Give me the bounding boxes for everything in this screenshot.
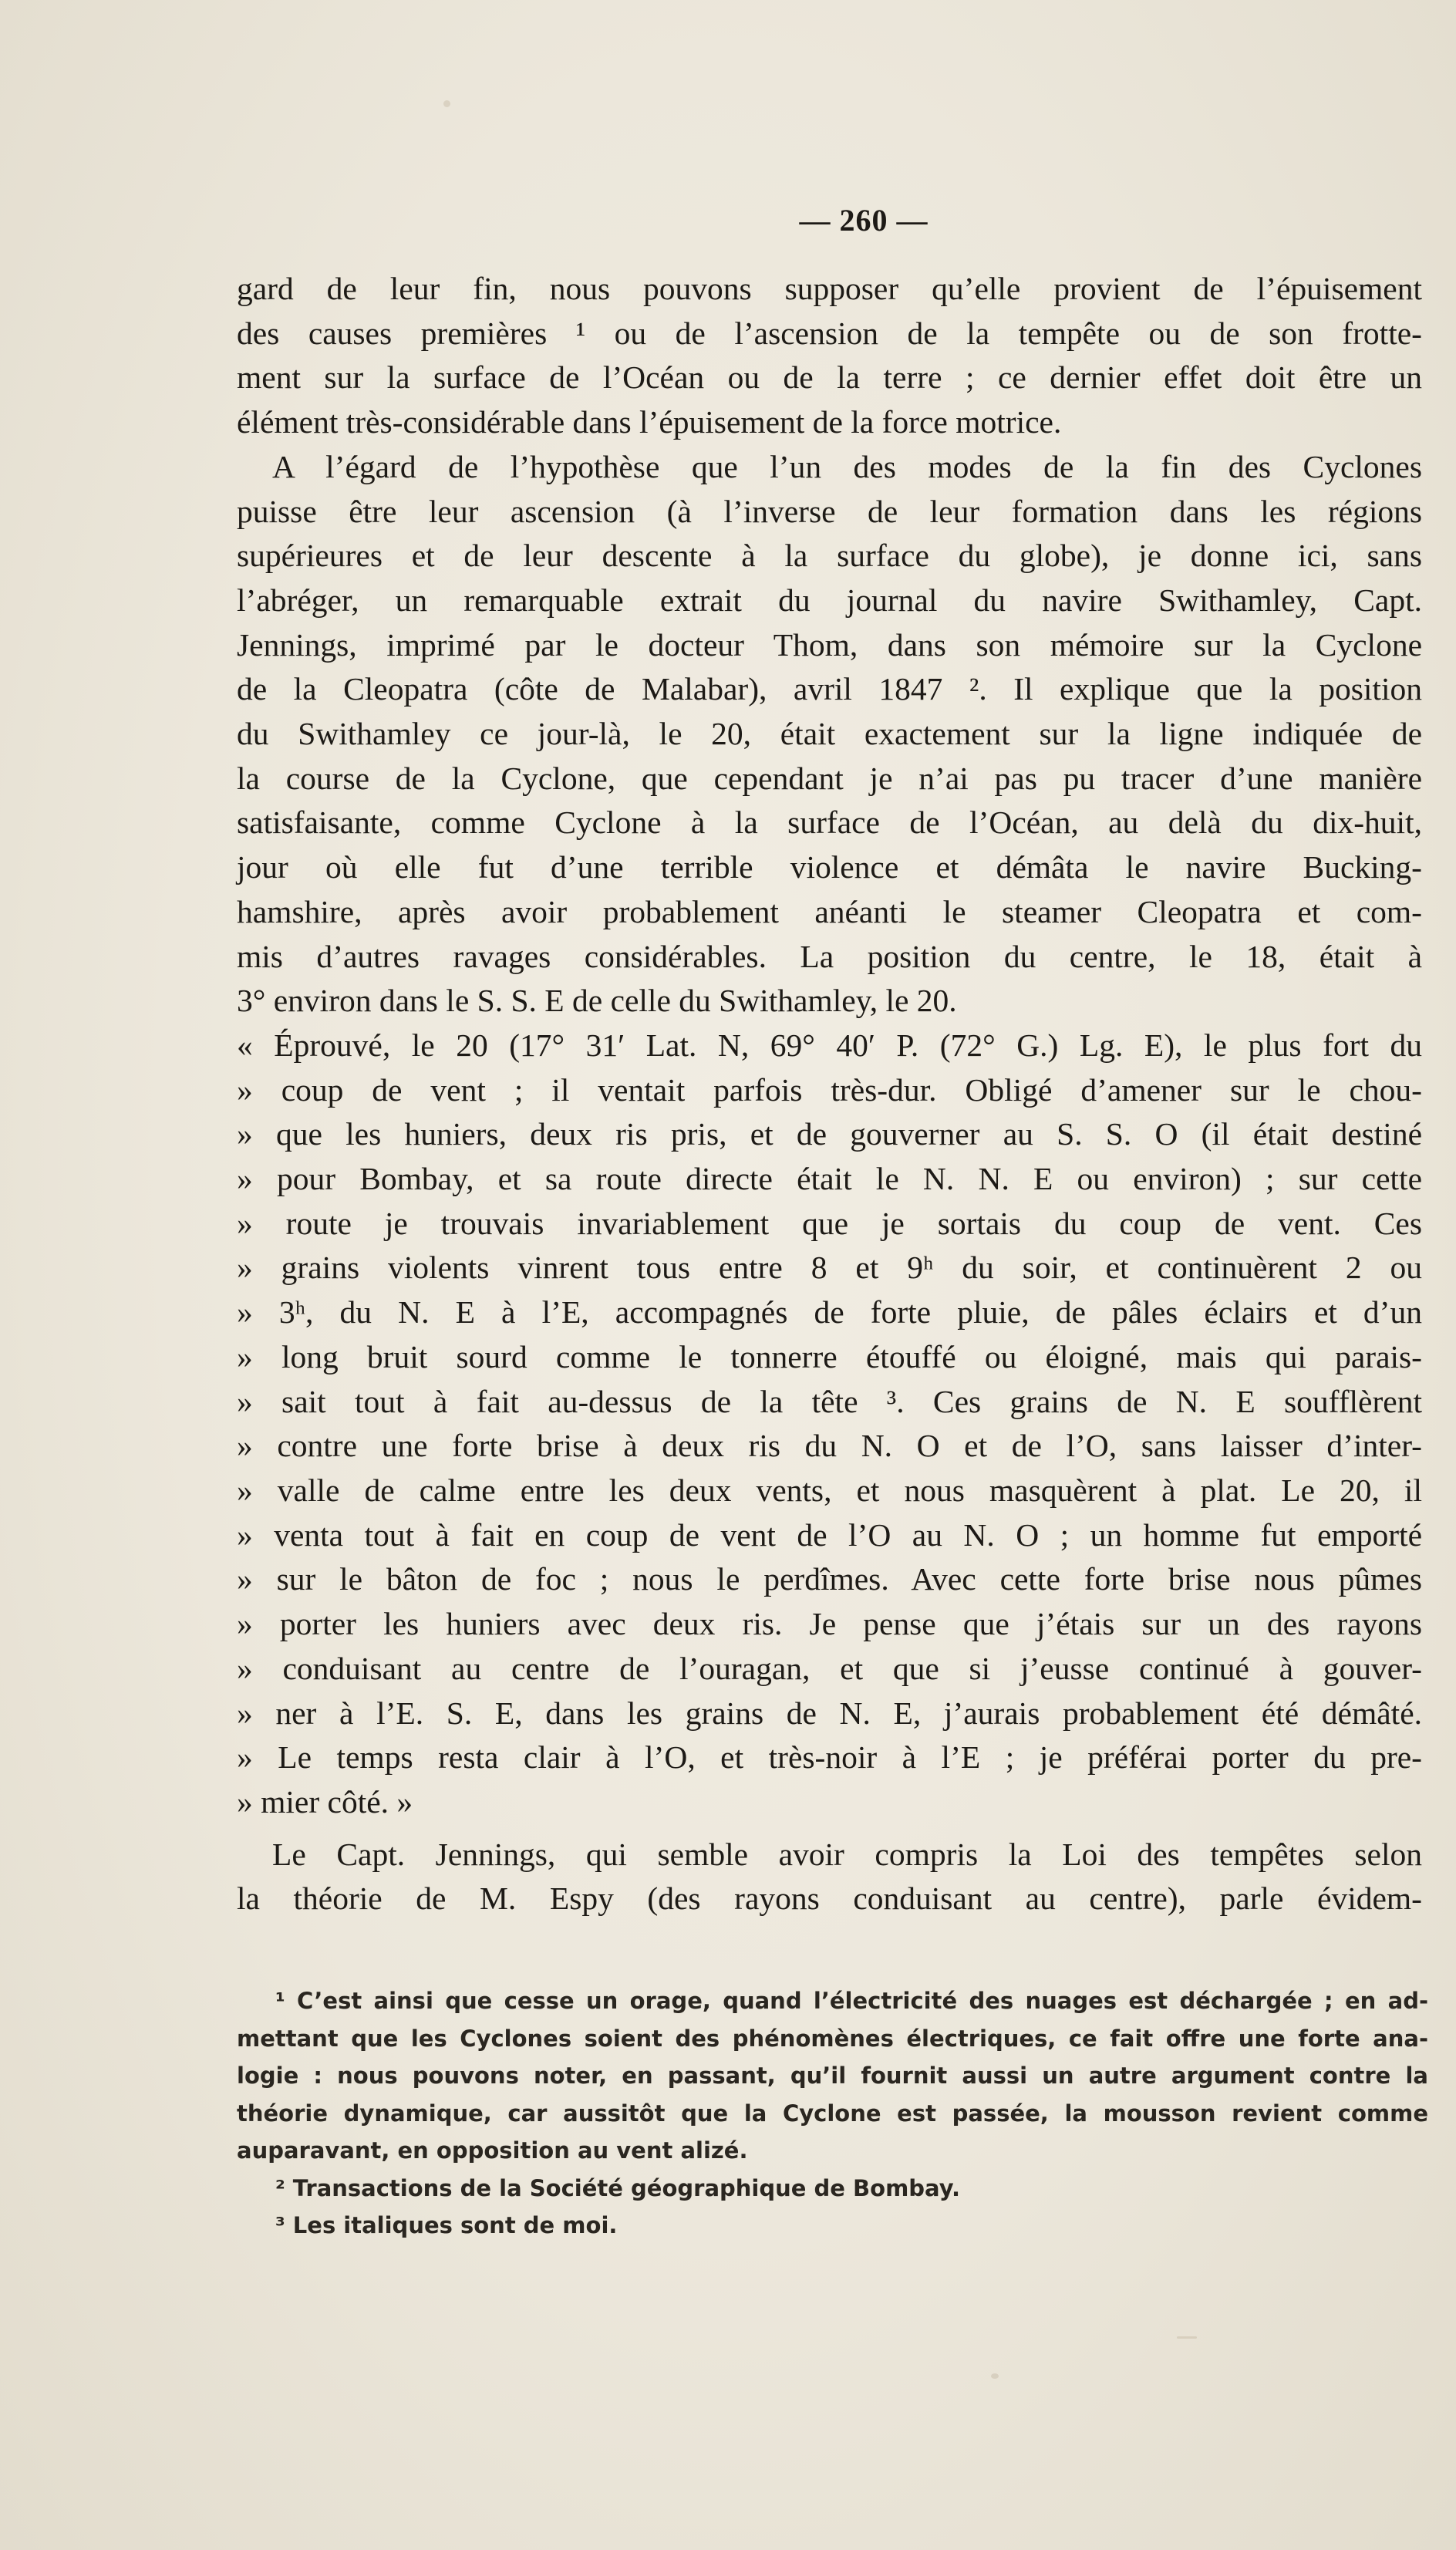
text-line: » contre une forte brise à deux ris du N. O et de l’O, sans laisser d’inter- <box>237 1428 1422 1464</box>
text-line: » 3ʰ, du N. E à l’E, accompagnés de forte pluie, de pâles éclairs et d’un <box>237 1294 1422 1331</box>
text-line: » valle de calme entre les deux vents, et nous masquèrent à plat. Le 20, il <box>237 1472 1422 1508</box>
footnotes <box>237 1982 1428 2245</box>
text-line: du Swithamley ce jour-là, le 20, était exactement sur la ligne indiquée de <box>237 716 1422 752</box>
footnote-2 <box>237 2170 1428 2208</box>
footnote-1 <box>237 1982 1428 2170</box>
text-line: » sait tout à fait au-dessus de la tête ³. Ces grains de N. E soufflèrent <box>237 1383 1422 1419</box>
text-line: élément très-considérable dans l’épuisement de la force motrice. <box>237 404 1062 440</box>
text-line: Le Capt. Jennings, qui semble avoir compris la Loi des tempêtes selon <box>272 1836 1422 1872</box>
text-line: » venta tout à fait en coup de vent de l’O au N. O ; un homme fut emporté <box>237 1516 1422 1553</box>
text-line: » sur le bâton de foc ; nous le perdîmes. Avec cette forte brise nous pûmes <box>237 1561 1422 1597</box>
paragraph-3 <box>237 1833 1422 1921</box>
text-line: mis d’autres ravages considérables. La position du centre, le 18, était à <box>237 938 1422 974</box>
footnote-line: mettant que les Cyclones soient des phénomènes électriques, ce fait offre une forte ana- <box>237 2025 1428 2052</box>
text-line: supérieures et de leur descente à la surface du globe), je donne ici, sans <box>237 538 1422 574</box>
text-line: » route je trouvais invariablement que je sortais du coup de vent. Ces <box>237 1205 1422 1241</box>
footnote-line: ³ Les italiques sont de moi. <box>275 2212 618 2238</box>
text-line: » long bruit sourd comme le tonnerre étouffé ou éloigné, mais qui parais- <box>237 1338 1422 1375</box>
text-line: » conduisant au centre de l’ouragan, et que si j’eusse continué à gouver- <box>237 1650 1422 1686</box>
text-line: hamshire, après avoir probablement anéanti le steamer Cleopatra et com- <box>237 893 1422 929</box>
paper-stain <box>443 100 450 107</box>
paper-stain <box>1177 2336 1197 2339</box>
text-line: des causes premières ¹ ou de l’ascension de la tempête ou de son frotte- <box>237 315 1422 351</box>
text-line: gard de leur fin, nous pouvons supposer qu’elle provient de l’épuisement <box>237 271 1422 306</box>
paragraph-1 <box>237 267 1422 445</box>
text-line: jour où elle fut d’une terrible violence et démâta le navire Bucking- <box>237 849 1422 885</box>
footnote-line: ¹ C’est ainsi que cesse un orage, quand l’électricité des nuages est déchargée ; en ad- <box>275 1988 1428 2014</box>
text-line: » ner à l’E. S. E, dans les grains de N. E, j’aurais probablement été démâté. <box>237 1695 1422 1731</box>
text-line: « Éprouvé, le 20 (17° 31′ Lat. N, 69° 40′ P. (72° G.) Lg. E), le plus fort du <box>237 1027 1422 1063</box>
text-line: Jennings, imprimé par le docteur Thom, dans son mémoire sur la Cyclone <box>237 626 1422 663</box>
text-line: ment sur la surface de l’Océan ou de la terre ; ce dernier effet doit être un <box>237 359 1422 396</box>
footnote-line: ² Transactions de la Société géographique de Bombay. <box>275 2174 960 2201</box>
footnote-3 <box>237 2207 1428 2245</box>
body-text <box>237 267 1422 1921</box>
footnote-line: logie : nous pouvons noter, en passant, qu’il fournit aussi un autre argument contre la <box>237 2063 1428 2089</box>
text-line: de la Cleopatra (côte de Malabar), avril 1847 ². Il explique que la position <box>237 671 1422 707</box>
paragraph-gap <box>237 1825 1422 1833</box>
text-line: » grains violents vinrent tous entre 8 et 9ʰ du soir, et continuèrent 2 ou <box>237 1250 1422 1286</box>
text-line: la course de la Cyclone, que cependant je n’ai pas pu tracer d’une manière <box>237 760 1422 796</box>
text-line: la théorie de M. Espy (des rayons conduisant au centre), parle évidem- <box>237 1880 1422 1917</box>
text-line: » que les huniers, deux ris pris, et de gouverner au S. S. O (il était destiné <box>237 1116 1422 1152</box>
text-line: A l’égard de l’hypothèse que l’un des modes de la fin des Cyclones <box>272 448 1422 484</box>
journal-quote <box>237 1024 1422 1825</box>
footnote-line: auparavant, en opposition au vent alizé. <box>237 2137 748 2164</box>
paper-stain <box>991 2373 999 2379</box>
text-line: » pour Bombay, et sa route directe était le N. N. E ou environ) ; sur cette <box>237 1161 1422 1197</box>
page-number: — 260 — <box>799 203 929 238</box>
text-line: 3° environ dans le S. S. E de celle du Swithamley, le 20. <box>237 983 957 1019</box>
footnote-line: théorie dynamique, car aussitôt que la Cyclone est passée, la mousson revient comme <box>237 2100 1428 2127</box>
text-line: puisse être leur ascension (à l’inverse de leur formation dans les régions <box>237 493 1422 529</box>
paragraph-2 <box>237 445 1422 1024</box>
text-line: » mier côté. » <box>237 1783 413 1820</box>
text-line: l’abréger, un remarquable extrait du journal du navire Swithamley, Capt. <box>237 582 1422 618</box>
text-line: » coup de vent ; il ventait parfois très-dur. Obligé d’amener sur le chou- <box>237 1071 1422 1108</box>
text-line: satisfaisante, comme Cyclone à la surface de l’Océan, au delà du dix-huit, <box>237 804 1422 841</box>
text-line: » porter les huniers avec deux ris. Je pense que j’étais sur un des rayons <box>237 1606 1422 1642</box>
text-line: » Le temps resta clair à l’O, et très-noir à l’E ; je préférai porter du pre- <box>237 1739 1422 1776</box>
